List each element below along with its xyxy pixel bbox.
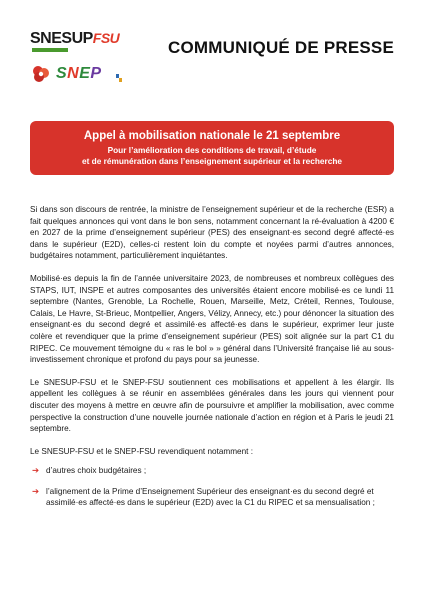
demands-list bbox=[30, 465, 394, 509]
mini-mark-icon bbox=[116, 74, 122, 82]
logo-snep-e: E bbox=[79, 65, 91, 82]
page-header bbox=[0, 0, 424, 110]
paragraph-3: Le SNESUP-FSU et le SNEP-FSU soutiennent ces mobilisations et appellent à les élargir. Ils appellent les collègues à se réunir en assemblées générales dans les jours qui viennent pour discuter des moyens à mettre en œuvre afin de poursuivre et amplifier la mobilisation, avec comme perspective la construction d’une nouvelle journée nationale d’action en région et à Paris le jeudi 21 septembre. bbox=[30, 377, 394, 434]
paragraph-2: Mobilisé·es depuis la fin de l’année universitaire 2023, de nombreuses et nombreux collègues des STAPS, IUT, INSPE et autres composantes des universités étaient encore mobilisé·es ce lundi 11 septembre (Nantes, Grenoble, La Rochelle, Rouen, Marseille, Metz, Créteil, Rennes, Toulouse, Calais, Le Havre, St-Brieuc, Montpellier, Angers, Vélizy, Annecy, etc.) pour dénoncer la situation des enseignant·es du second degré et assimilé·es affecté·es dans le supérieur, exprimer leur juste colère et revendiquer que la prime d’enseignement supérieur (PES) soit alignée sur la part C1 du RIPEC. Ce mouvement témoigne du « ras le bol » » général dans l’Université française lié au sous-investissement chronique et profond du pays pour sa jeunesse. bbox=[30, 273, 394, 365]
flower-icon bbox=[30, 64, 52, 84]
logo-fsu-text: FSU bbox=[92, 30, 120, 46]
banner-subline-1: Pour l’amélioration des conditions de travail, d’étude bbox=[107, 145, 317, 155]
press-body bbox=[30, 204, 394, 518]
paragraph-1: Si dans son discours de rentrée, la ministre de l’enseignement supérieur et de la recherche (ESR) a fait quelques annonces qui vont dans le bon sens, notamment concernant la ré-évaluation à 4200 € en 2027 de la prime d’enseignement supérieur (PES) des enseignant·es second degré affecté·es dans le supérieur (E2D), celles-ci restent loin du compte et noyées parmi d’autres annonces, budgétaires notamment, particulièrement inquiétantes. bbox=[30, 205, 394, 261]
list-item bbox=[30, 465, 394, 477]
arrow-right-icon: ➔ bbox=[32, 485, 40, 496]
logo-snep-p: P bbox=[90, 65, 102, 82]
list-item-text: l’alignement de la Prime d’Enseignement Supérieur des enseignant·es du second degré et assimilé·es affecté·es dans le supérieur (E2D) avec la C1 du RIPEC et sa mensualisation ; bbox=[46, 486, 375, 508]
list-item bbox=[30, 486, 394, 509]
headline-banner bbox=[30, 121, 394, 175]
list-item-text: d’autres choix budgétaires ; bbox=[46, 466, 147, 476]
logo-green-bar bbox=[32, 48, 68, 52]
paragraph-4: Le SNESUP-FSU et le SNEP-FSU revendiquent notamment : bbox=[30, 446, 253, 456]
logo-snep-s: S bbox=[56, 65, 68, 82]
page-title: COMMUNIQUÉ DE PRESSE bbox=[168, 38, 394, 57]
logo-snesup-text: SNESUP bbox=[30, 30, 93, 47]
snesup-fsu-logo bbox=[30, 26, 120, 56]
banner-subline-2: et de rémunération dans l’enseignement supérieur et la recherche bbox=[81, 155, 343, 166]
arrow-right-icon: ➔ bbox=[32, 465, 40, 476]
snep-fsu-logo bbox=[30, 62, 122, 88]
banner-headline: Appel à mobilisation nationale le 21 septembre bbox=[83, 130, 341, 142]
logo-snep-n: N bbox=[67, 65, 80, 82]
banner-subline bbox=[30, 145, 394, 166]
